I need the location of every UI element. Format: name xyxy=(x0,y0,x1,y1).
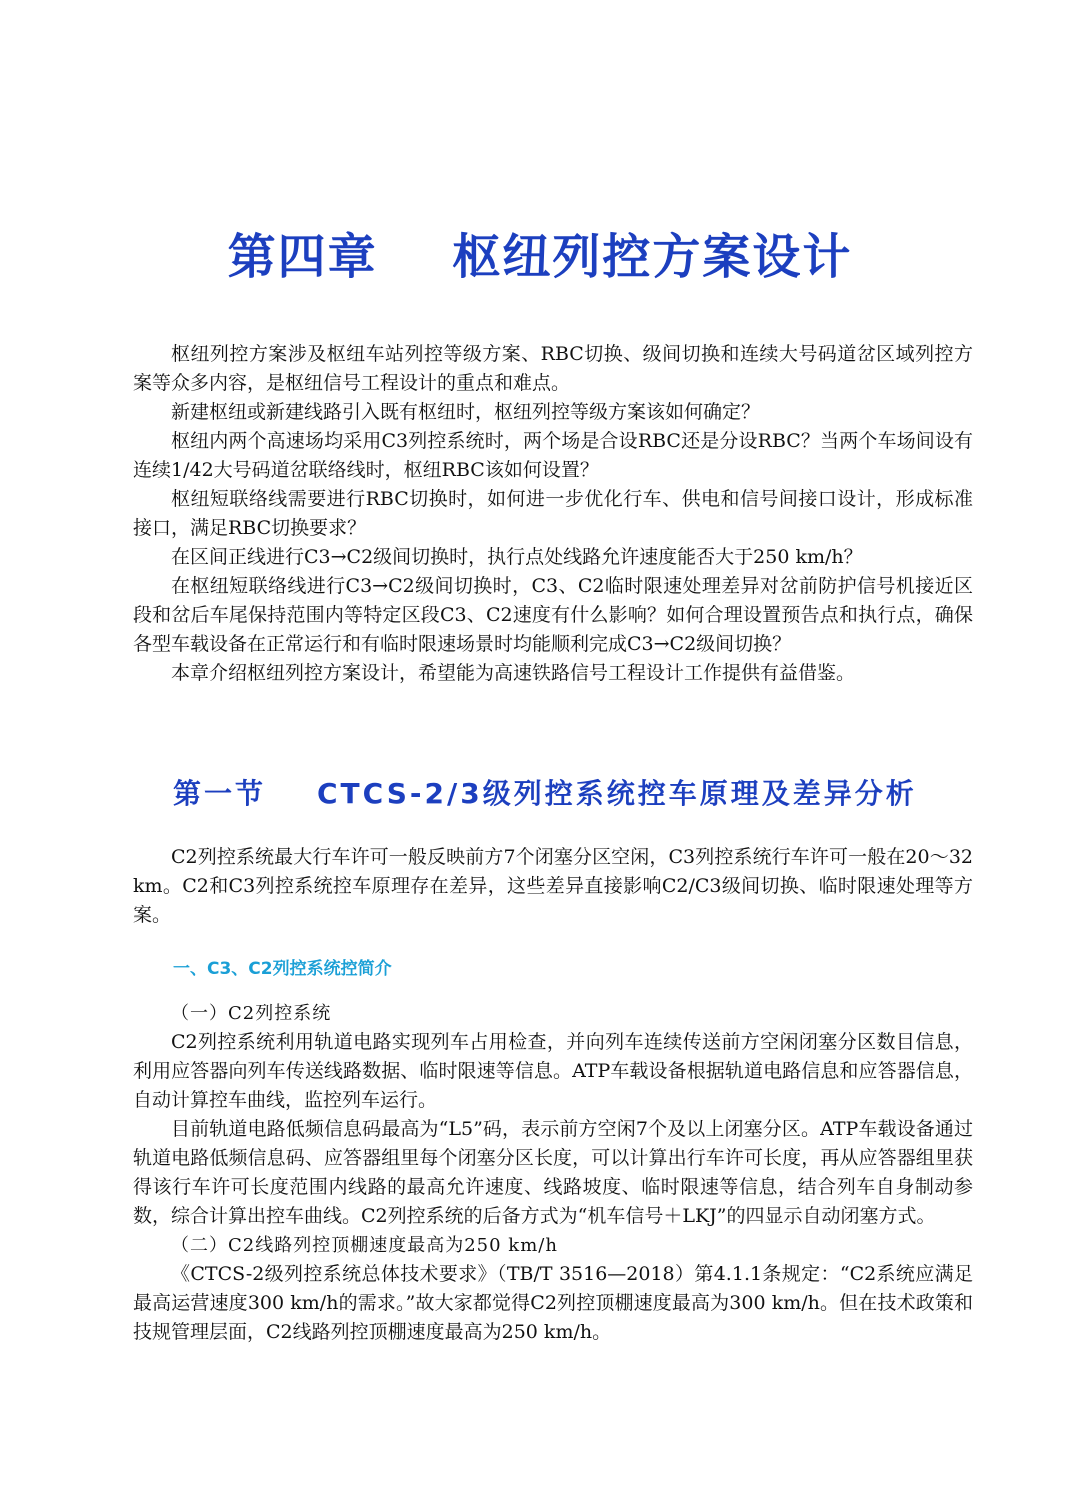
part1-heading: （一）C2列控系统 xyxy=(171,1003,332,1024)
chapter-intro xyxy=(133,340,973,688)
section-intro xyxy=(133,843,973,930)
part1-paragraph: 目前轨道电路低频信息码最高为“L5”码，表示前方空闲7个及以上闭塞分区。ATP车载设备通过轨道电路低频信息码、应答器组里每个闭塞分区长度，可以计算出行车许可长度，再从应答器组里获得该行车许可长度范围内线路的最高允许速度、线路坡度、临时限速等信息，结合列车自身制动参数，综合计算出控车曲线。C2列控系统的后备方式为“机车信号＋LKJ”的四显示自动闭塞方式。 xyxy=(133,1118,973,1227)
intro-paragraph: 枢纽内两个高速场均采用C3列控系统时，两个场是合设RBC还是分设RBC？当两个车场间设有连续1/42大号码道岔联络线时，枢纽RBC该如何设置？ xyxy=(133,430,973,481)
section-intro-paragraph: C2列控系统最大行车许可一般反映前方7个闭塞分区空闲，C3列控系统行车许可一般在20～32 km。C2和C3列控系统控车原理存在差异，这些差异直接影响C2/C3级间切换、临时限速处理等方案。 xyxy=(133,846,973,926)
intro-paragraph: 在区间正线进行C3→C2级间切换时，执行点处线路允许速度能否大于250 km/h？ xyxy=(171,546,863,568)
part2-heading: （二）C2线路列控顶棚速度最高为250 km/h xyxy=(171,1235,558,1256)
intro-paragraph: 枢纽短联络线需要进行RBC切换时，如何进一步优化行车、供电和信号间接口设计，形成标准接口，满足RBC切换要求？ xyxy=(133,488,973,539)
intro-paragraph: 枢纽列控方案涉及枢纽车站列控等级方案、RBC切换、级间切换和连续大号码道岔区域列控方案等众多内容，是枢纽信号工程设计的重点和难点。 xyxy=(133,343,973,394)
intro-paragraph: 本章介绍枢纽列控方案设计，希望能为高速铁路信号工程设计工作提供有益借鉴。 xyxy=(171,662,856,684)
intro-paragraph: 新建枢纽或新建线路引入既有枢纽时，枢纽列控等级方案该如何确定？ xyxy=(171,401,761,423)
section-title: 第一节 CTCS-2/3级列控系统控车原理及差异分析 xyxy=(173,777,917,810)
part1-paragraph: C2列控系统利用轨道电路实现列车占用检查，并向列车连续传送前方空闲闭塞分区数目信息，利用应答器向列车传送线路数据、临时限速等信息。ATP车载设备根据轨道电路信息和应答器信息，自动计算控车曲线，监控列车运行。 xyxy=(133,1031,973,1111)
intro-paragraph: 在枢纽短联络线进行C3→C2级间切换时，C3、C2临时限速处理差异对岔前防护信号机接近区段和岔后车尾保持范围内等特定区段C3、C2速度有什么影响？如何合理设置预告点和执行点，确保各型车载设备在正常运行和有临时限速场景时均能顺利完成C3→C2级间切换？ xyxy=(133,575,973,655)
part2-paragraph: 《CTCS-2级列控系统总体技术要求》（TB/T 3516—2018）第4.1.1条规定：“C2系统应满足最高运营速度300 km/h的需求。”故大家都觉得C2列控顶棚速度最高为300 km/h。但在技术政策和技规管理层面，C2线路列控顶棚速度最高为250 km/h。 xyxy=(133,1263,973,1343)
subsection-body xyxy=(133,999,973,1347)
subsection-title: 一、C3、C2列控系统控简介 xyxy=(173,959,392,979)
chapter-title: 第四章 枢纽列控方案设计 xyxy=(227,229,853,285)
